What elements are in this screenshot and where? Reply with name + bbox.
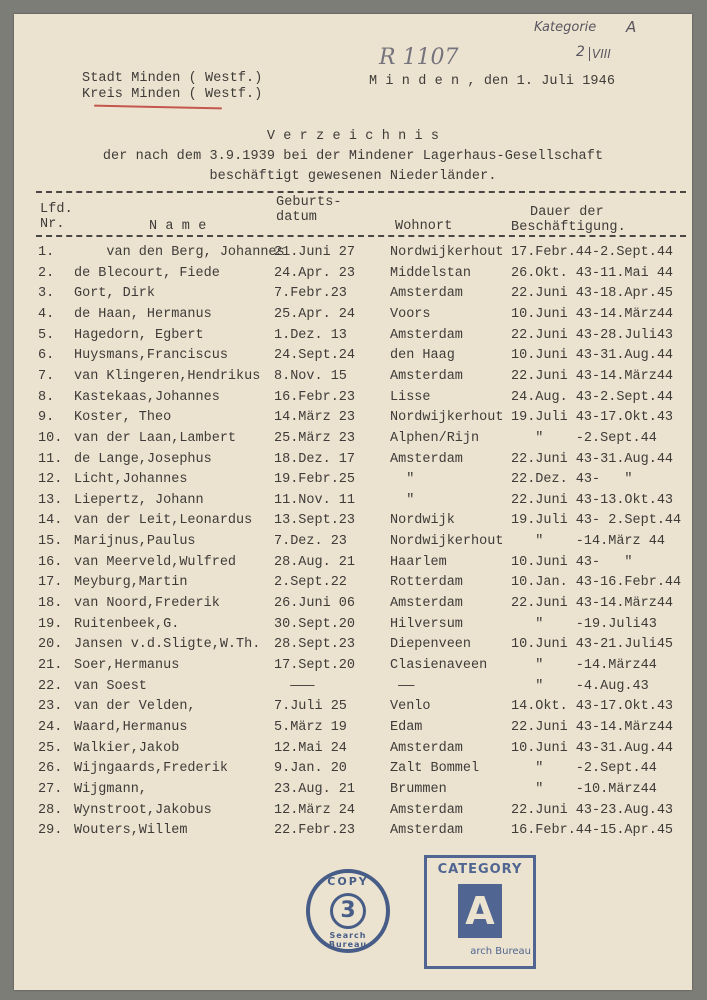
row-birthdate: 28.Sept.23 bbox=[274, 637, 356, 653]
row-name: Wijgmann, bbox=[74, 781, 147, 797]
category-stamp-bureau: arch Bureau bbox=[470, 946, 531, 957]
table-row bbox=[14, 431, 692, 449]
table-row bbox=[14, 410, 692, 428]
category-stamp-label: CATEGORY bbox=[437, 862, 523, 877]
row-birthdate: 5.März 19 bbox=[274, 719, 347, 735]
reference-number: R 1107 bbox=[379, 45, 459, 70]
row-duration: 22.Juni 43-18.Apr.45 bbox=[511, 286, 674, 302]
row-residence: Nordwijkerhout bbox=[390, 410, 504, 426]
row-number: 6. bbox=[38, 348, 55, 364]
row-birthdate: 24.Apr. 23 bbox=[274, 265, 356, 281]
header-place-date: M i n d e n , den 1. Juli 1946 bbox=[369, 74, 616, 89]
table-row bbox=[14, 761, 692, 779]
row-name: Soer,Hermanus bbox=[74, 658, 180, 673]
table-row bbox=[14, 390, 692, 408]
row-residence: Amsterdam bbox=[390, 451, 463, 467]
row-birthdate: 13.Sept.23 bbox=[274, 513, 356, 529]
row-birthdate: 17.Sept.20 bbox=[274, 658, 356, 673]
row-birthdate: 25.März 23 bbox=[274, 430, 356, 446]
row-name: van Meerveld,Wulfred bbox=[74, 554, 237, 570]
page-fraction: VIII bbox=[589, 47, 611, 61]
row-residence: Venlo bbox=[390, 699, 431, 715]
row-number: 7. bbox=[38, 368, 55, 384]
row-name: de Blecourt, Fiede bbox=[74, 265, 220, 281]
row-number: 24. bbox=[38, 719, 63, 735]
row-residence: Amsterdam bbox=[390, 327, 463, 343]
row-name: Ruitenbeek,G. bbox=[74, 616, 180, 632]
table-row bbox=[14, 493, 692, 511]
table-row bbox=[14, 328, 692, 346]
row-number: 13. bbox=[38, 492, 63, 508]
title-line-2: der nach dem 3.9.1939 bei der Mindener Lagerhaus-Gesellschaft bbox=[102, 149, 604, 164]
row-birthdate: 30.Sept.20 bbox=[274, 616, 356, 632]
row-name: Marijnus,Paulus bbox=[74, 534, 196, 550]
row-birthdate: 9.Jan. 20 bbox=[274, 761, 347, 777]
row-name: Walkier,Jakob bbox=[74, 740, 180, 756]
row-residence: Voors bbox=[390, 306, 431, 322]
row-name: Koster, Theo bbox=[74, 410, 172, 426]
table-row bbox=[14, 782, 692, 800]
row-name: van der Laan,Lambert bbox=[74, 430, 237, 446]
row-duration: " -19.Juli43 bbox=[511, 616, 657, 632]
row-number: 27. bbox=[38, 781, 63, 797]
row-duration: 10.Juni 43- " bbox=[511, 554, 633, 570]
row-duration: 22.Juni 43-28.Juli43 bbox=[511, 327, 674, 343]
row-birthdate: 8.Nov. 15 bbox=[274, 368, 347, 384]
row-birthdate: 25.Apr. 24 bbox=[274, 306, 356, 322]
row-residence: Nordwijk bbox=[390, 513, 455, 529]
row-birthdate: 7.Febr.23 bbox=[274, 286, 347, 302]
row-number: 5. bbox=[38, 327, 55, 343]
row-number: 25. bbox=[38, 740, 63, 756]
row-name: Kastekaas,Johannes bbox=[74, 389, 220, 405]
row-duration: 22.Juni 43-13.Okt.43 bbox=[511, 492, 674, 508]
row-duration: 22.Juni 43-14.März44 bbox=[511, 719, 674, 735]
table-row bbox=[14, 823, 692, 841]
category-stamp bbox=[424, 855, 536, 969]
row-birthdate: 7.Juli 25 bbox=[274, 699, 347, 715]
row-name: Licht,Johannes bbox=[74, 472, 188, 488]
table-row bbox=[14, 286, 692, 304]
row-birthdate: 2.Sept.22 bbox=[274, 575, 347, 591]
table-row bbox=[14, 513, 692, 531]
row-birthdate: 24.Sept.24 bbox=[274, 348, 356, 364]
row-number: 2. bbox=[38, 265, 55, 281]
row-residence: Hilversum bbox=[390, 616, 463, 632]
header-city: Stadt Minden ( Westf.) bbox=[82, 71, 263, 86]
row-name: Jansen v.d.Sligte,W.Th. bbox=[74, 637, 261, 653]
copy-stamp-text: COPY bbox=[327, 875, 369, 888]
row-residence: —— bbox=[390, 678, 415, 694]
row-name: van den Berg, Johannes bbox=[74, 245, 285, 260]
row-duration: 10.Juni 43-31.Aug.44 bbox=[511, 740, 674, 756]
row-residence: Amsterdam bbox=[390, 802, 463, 818]
table-row bbox=[14, 555, 692, 573]
row-residence: Clasienaveen bbox=[390, 658, 488, 673]
col-dauer-1: Dauer der bbox=[530, 205, 604, 220]
col-geb-2: datum bbox=[276, 210, 318, 225]
table-row bbox=[14, 658, 692, 676]
row-number: 1. bbox=[38, 245, 55, 260]
row-birthdate: 26.Juni 06 bbox=[274, 596, 356, 612]
row-birthdate: 21.Juni 27 bbox=[274, 245, 356, 260]
copy-stamp bbox=[306, 869, 390, 953]
row-residence: Alphen/Rijn bbox=[390, 430, 480, 446]
table-row bbox=[14, 596, 692, 614]
row-duration: 10.Juni 43-14.März44 bbox=[511, 306, 674, 322]
row-residence: den Haag bbox=[390, 348, 455, 364]
col-lfd-1: Lfd. bbox=[40, 202, 73, 217]
red-underline bbox=[94, 105, 222, 110]
row-birthdate: ——— bbox=[274, 678, 315, 694]
col-lfd-2: Nr. bbox=[40, 217, 65, 232]
row-duration: " -14.März 44 bbox=[511, 534, 665, 550]
kategorie-value: A bbox=[626, 18, 637, 36]
row-duration: 16.Febr.44-15.Apr.45 bbox=[511, 823, 674, 839]
row-duration: 14.Okt. 43-17.Okt.43 bbox=[511, 699, 674, 715]
row-name: de Lange,Josephus bbox=[74, 451, 212, 467]
row-number: 12. bbox=[38, 472, 63, 488]
row-residence: Amsterdam bbox=[390, 596, 463, 612]
row-number: 4. bbox=[38, 306, 55, 322]
row-birthdate: 12.März 24 bbox=[274, 802, 356, 818]
table-row bbox=[14, 720, 692, 738]
table-row bbox=[14, 472, 692, 490]
row-birthdate: 14.März 23 bbox=[274, 410, 356, 426]
row-number: 21. bbox=[38, 658, 63, 673]
row-number: 18. bbox=[38, 596, 63, 612]
row-birthdate: 7.Dez. 23 bbox=[274, 534, 347, 550]
row-name: van Klingeren,Hendrikus bbox=[74, 368, 261, 384]
row-residence: Amsterdam bbox=[390, 286, 463, 302]
row-duration: 22.Juni 43-23.Aug.43 bbox=[511, 802, 674, 818]
row-duration: " -10.März44 bbox=[511, 781, 657, 797]
row-residence: Amsterdam bbox=[390, 368, 463, 384]
row-number: 19. bbox=[38, 616, 63, 632]
table-row bbox=[14, 741, 692, 759]
row-birthdate: 28.Aug. 21 bbox=[274, 554, 356, 570]
copy-stamp-number: 3 bbox=[340, 898, 356, 923]
table-row bbox=[14, 348, 692, 366]
row-duration: 26.Okt. 43-11.Mai 44 bbox=[511, 265, 674, 281]
row-residence: " bbox=[390, 492, 415, 508]
row-duration: 10.Juni 43-31.Aug.44 bbox=[511, 348, 674, 364]
table-row bbox=[14, 617, 692, 635]
row-duration: 22.Juni 43-14.März44 bbox=[511, 596, 674, 612]
row-birthdate: 18.Dez. 17 bbox=[274, 451, 356, 467]
row-name: Wynstroot,Jakobus bbox=[74, 802, 212, 818]
row-name: van Noord,Frederik bbox=[74, 596, 220, 612]
table-row bbox=[14, 803, 692, 821]
table-row bbox=[14, 452, 692, 470]
row-duration: 17.Febr.44-2.Sept.44 bbox=[511, 245, 674, 260]
row-number: 28. bbox=[38, 802, 63, 818]
row-number: 16. bbox=[38, 554, 63, 570]
row-number: 3. bbox=[38, 286, 55, 302]
row-number: 9. bbox=[38, 410, 55, 426]
row-name: Hagedorn, Egbert bbox=[74, 327, 204, 343]
row-residence: Nordwijkerhout bbox=[390, 245, 504, 260]
page-number: 2 bbox=[576, 44, 585, 60]
table-row bbox=[14, 534, 692, 552]
row-residence: Brummen bbox=[390, 781, 447, 797]
row-name: van der Leit,Leonardus bbox=[74, 513, 253, 529]
col-dauer-2: Beschäftigung. bbox=[511, 220, 626, 235]
header-district: Kreis Minden ( Westf.) bbox=[82, 87, 263, 102]
col-geb-1: Geburts- bbox=[276, 195, 342, 210]
row-residence: Middelstan bbox=[390, 265, 472, 281]
row-duration: 24.Aug. 43-2.Sept.44 bbox=[511, 389, 674, 405]
row-duration: 22.Juni 43-14.März44 bbox=[511, 368, 674, 384]
row-birthdate: 12.Mai 24 bbox=[274, 740, 347, 756]
title-verzeichnis: V e r z e i c h n i s bbox=[266, 129, 440, 144]
row-number: 26. bbox=[38, 761, 63, 777]
row-residence: Zalt Bommel bbox=[390, 761, 480, 777]
row-name: Wijngaards,Frederik bbox=[74, 761, 228, 777]
table-row bbox=[14, 637, 692, 655]
row-number: 10. bbox=[38, 430, 63, 446]
row-birthdate: 19.Febr.25 bbox=[274, 472, 356, 488]
col-wohnort: Wohnort bbox=[395, 219, 453, 234]
kategorie-annotation: Kategorie bbox=[534, 20, 597, 35]
row-birthdate: 11.Nov. 11 bbox=[274, 492, 356, 508]
row-duration: 22.Juni 43-31.Aug.44 bbox=[511, 451, 674, 467]
row-duration: " -14.März44 bbox=[511, 658, 657, 673]
table-row bbox=[14, 679, 692, 697]
row-name: de Haan, Hermanus bbox=[74, 306, 212, 322]
copy-stamp-bureau: Search Bureau bbox=[328, 931, 368, 949]
row-duration: " -2.Sept.44 bbox=[511, 430, 657, 446]
row-birthdate: 16.Febr.23 bbox=[274, 389, 356, 405]
table-row bbox=[14, 245, 692, 263]
row-number: 11. bbox=[38, 451, 63, 467]
row-number: 15. bbox=[38, 534, 63, 550]
row-name: Wouters,Willem bbox=[74, 823, 188, 839]
row-name: Meyburg,Martin bbox=[74, 575, 188, 591]
document-sheet bbox=[14, 14, 692, 990]
row-residence: Nordwijkerhout bbox=[390, 534, 504, 550]
separator-top bbox=[36, 191, 686, 193]
row-residence: Haarlem bbox=[390, 554, 447, 570]
row-birthdate: 23.Aug. 21 bbox=[274, 781, 356, 797]
row-name: Waard,Hermanus bbox=[74, 719, 188, 735]
row-residence: Rotterdam bbox=[390, 575, 463, 591]
title-line-3: beschäftigt gewesenen Niederländer. bbox=[209, 169, 497, 184]
row-birthdate: 22.Febr.23 bbox=[274, 823, 356, 839]
row-duration: " -4.Aug.43 bbox=[511, 678, 649, 694]
separator-header bbox=[36, 235, 686, 237]
row-duration: 10.Jan. 43-16.Febr.44 bbox=[511, 575, 682, 591]
row-number: 8. bbox=[38, 389, 55, 405]
row-name: Liepertz, Johann bbox=[74, 492, 204, 508]
row-number: 29. bbox=[38, 823, 63, 839]
row-birthdate: 1.Dez. 13 bbox=[274, 327, 347, 343]
row-residence: Edam bbox=[390, 719, 423, 735]
row-name: Huysmans,Franciscus bbox=[74, 348, 228, 364]
row-number: 23. bbox=[38, 699, 63, 715]
row-duration: 19.Juli 43-17.Okt.43 bbox=[511, 410, 674, 426]
row-residence: Diepenveen bbox=[390, 637, 472, 653]
row-number: 17. bbox=[38, 575, 63, 591]
table-row bbox=[14, 699, 692, 717]
row-number: 20. bbox=[38, 637, 63, 653]
col-name: N a m e bbox=[149, 219, 207, 234]
table-row bbox=[14, 575, 692, 593]
row-residence: Amsterdam bbox=[390, 740, 463, 756]
row-residence: Lisse bbox=[390, 389, 431, 405]
row-number: 22. bbox=[38, 678, 63, 694]
row-residence: " bbox=[390, 472, 415, 488]
row-name: Gort, Dirk bbox=[74, 286, 156, 302]
row-residence: Amsterdam bbox=[390, 823, 463, 839]
category-stamp-letter: A bbox=[458, 884, 502, 938]
row-number: 14. bbox=[38, 513, 63, 529]
row-name: van der Velden, bbox=[74, 699, 196, 715]
row-duration: " -2.Sept.44 bbox=[511, 761, 657, 777]
table-row bbox=[14, 307, 692, 325]
row-duration: 22.Dez. 43- " bbox=[511, 472, 633, 488]
row-duration: 19.Juli 43- 2.Sept.44 bbox=[511, 513, 682, 529]
row-duration: 10.Juni 43-21.Juli45 bbox=[511, 637, 674, 653]
row-name: van Soest bbox=[74, 678, 147, 694]
table-row bbox=[14, 369, 692, 387]
table-row bbox=[14, 266, 692, 284]
